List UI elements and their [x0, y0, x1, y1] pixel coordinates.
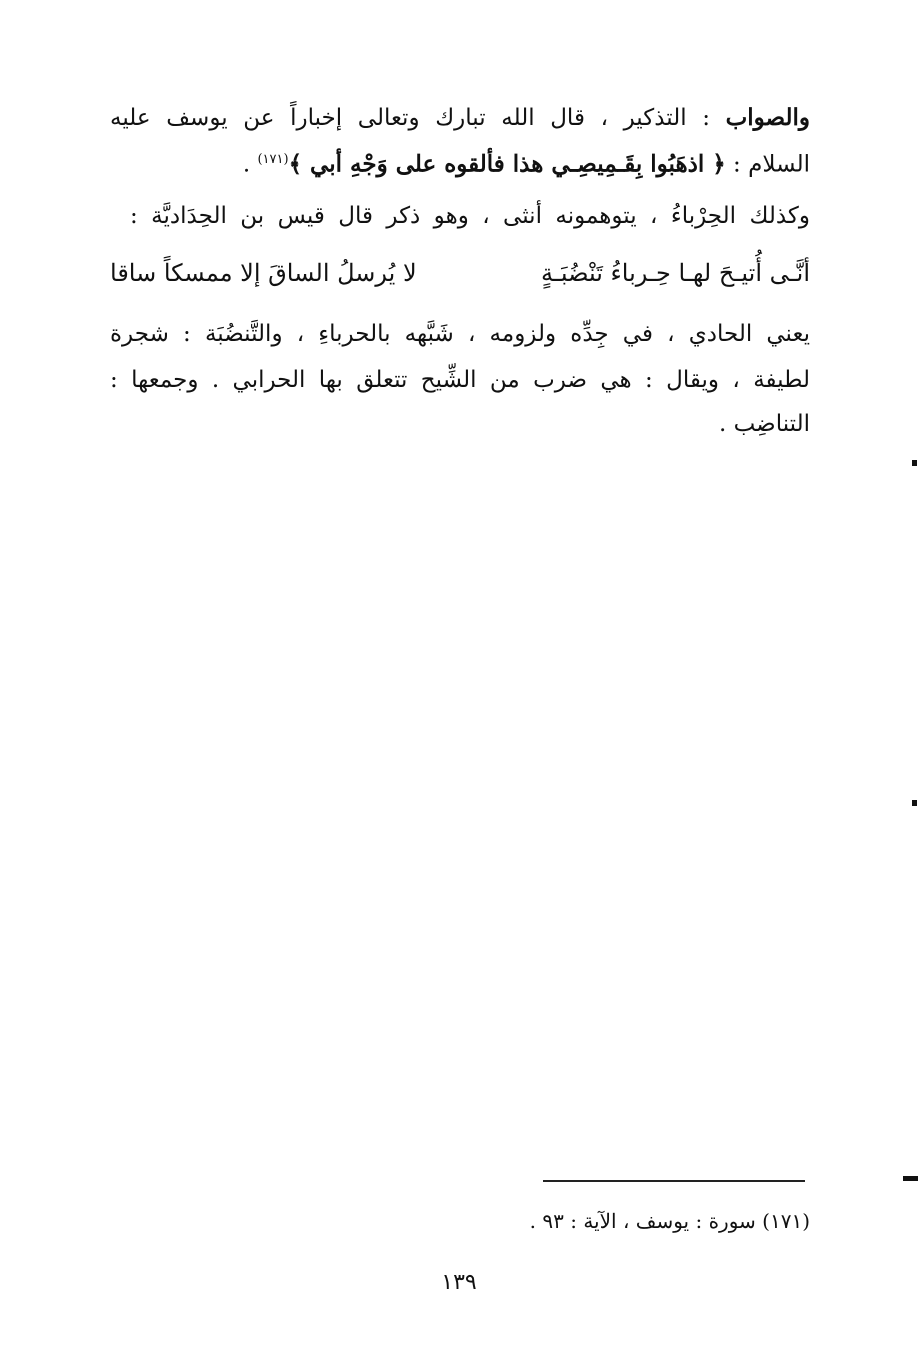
paragraph-1-line-1	[110, 102, 810, 134]
paragraph-1-line-2	[110, 144, 810, 181]
heading-word: والصواب	[725, 104, 810, 131]
quran-quote: ﴿ اذهَبُوا بِقَـمِيصِـي هذا فألقوه على وَجْهِ أبي ﴾	[288, 150, 726, 178]
paragraph-1-line-1-text: : التذكير ، قال الله تبارك وتعالى إخباراً عن يوسف عليه	[110, 105, 726, 131]
paragraph-3-line-3: التناضِب .	[718, 411, 810, 437]
scan-mark	[912, 460, 917, 466]
footnote-divider	[543, 1180, 805, 1182]
paragraph-1-line-2-start: السلام :	[725, 151, 810, 178]
footnote: (١٧١) سورة : يوسف ، الآية : ٩٣ .	[529, 1209, 810, 1233]
page-number: ١٣٩	[441, 1270, 477, 1295]
poetry-verse	[110, 256, 810, 290]
footnote-reference: (١٧١)	[257, 152, 289, 167]
verse-second-hemistich: لا يُرسلُ الساقَ إلا ممسكاً ساقا	[110, 259, 417, 287]
paragraph-3-line-2: لطيفة ، ويقال : هي ضرب من الشِّيح تتعلق بها الحرابي . وجمعها :	[110, 367, 810, 393]
scan-mark	[903, 1176, 918, 1181]
scan-mark	[912, 800, 917, 806]
paragraph-3-line-1: يعني الحادي ، في جِدِّه ولزومه ، شَبَّهه بالحرباءِ ، والتَّنضُبَة : شجرة	[110, 321, 810, 347]
paragraph-1-line-2-end: .	[242, 151, 258, 178]
paragraph-2-line-1: وكذلك الحِرْباءُ ، يتوهمونه أنثى ، وهو ذكر قال قيس بن الحِدَاديَّة :	[130, 203, 810, 229]
verse-first-hemistich: أنَّـى أُتيـحَ لهـا حِـرباءُ تَنْضُبَـةٍ	[541, 259, 810, 287]
